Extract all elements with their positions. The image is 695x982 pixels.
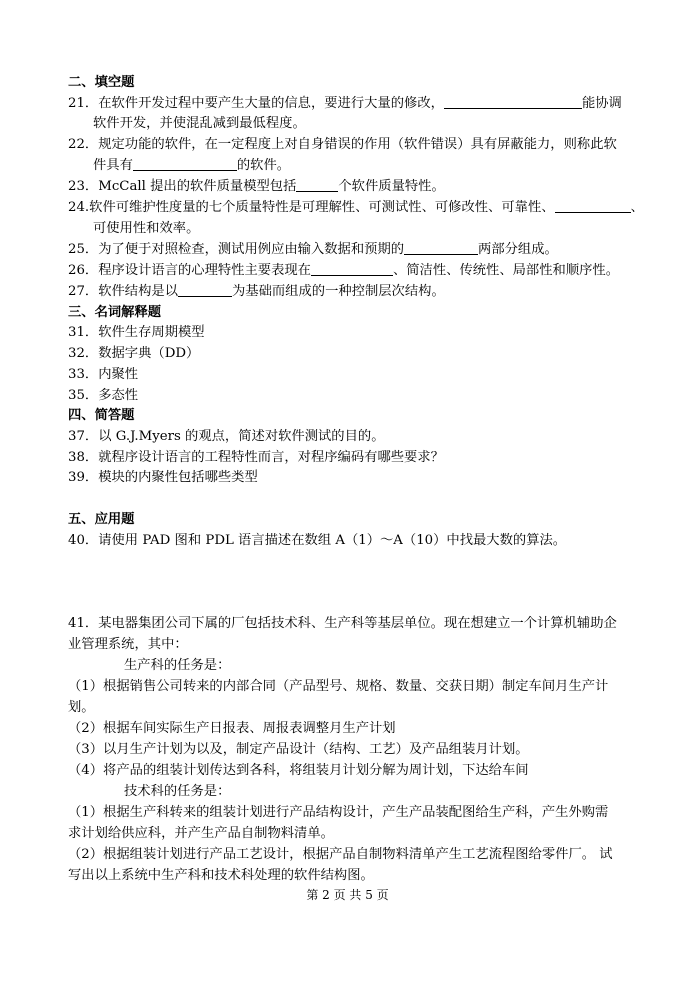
question-41-intro: 41．某电器集团公司下属的厂包括技术科、生产科等基层单位。现在想建立一个计算机辅助企 <box>68 616 617 631</box>
production-task-1-continued: 划。 <box>68 700 95 715</box>
answer-blank[interactable] <box>555 198 631 213</box>
question-21-text: 21．在软件开发过程中要产生大量的信息，要进行大量的修改， <box>68 96 444 111</box>
production-task-1: （1）根据销售公司转来的内部合同（产品型号、规格、数量、交获日期）制定车间月生产计 <box>68 679 609 694</box>
technical-dept-title: 技术科的任务是： <box>124 784 231 799</box>
question-23 <box>68 176 643 197</box>
question-22-text: 件具有 <box>93 158 133 173</box>
answer-blank[interactable] <box>444 94 582 109</box>
question-22: 22．规定功能的软件，在一定程度上对自身错误的作用（软件错误）具有屏蔽能力，则称此软 <box>68 137 617 152</box>
question-37: 37．以 G.J.Myers 的观点，简述对软件测试的目的。 <box>68 429 385 444</box>
question-39: 39．模块的内聚性包括哪些类型 <box>68 470 258 485</box>
technical-task-1-continued: 求计划给供应科，并产生产品自制物料清单。 <box>68 826 334 841</box>
production-task-3: （3）以月生产计划为以及，制定产品设计（结构、工艺）及产品组装月计划。 <box>68 742 529 757</box>
question-26-text: 26．程序设计语言的心理特性主要表现在 <box>68 263 311 278</box>
section-apply-heading: 五、应用题 <box>68 512 135 527</box>
question-35: 35．多态性 <box>68 388 139 403</box>
question-32: 32．数据字典（DD） <box>68 346 200 361</box>
question-26 <box>68 260 643 281</box>
question-22-continued <box>93 155 668 176</box>
question-24-text-end: 、 <box>630 200 644 215</box>
page-footer: 第 2 页 共 5 页 <box>306 888 389 902</box>
question-41-intro-continued: 业管理系统，其中： <box>68 637 188 652</box>
question-27-text-end: 为基础而组成的一种控制层次结构。 <box>232 284 445 299</box>
question-22-text-end: 的软件。 <box>236 158 291 173</box>
answer-blank[interactable] <box>296 177 338 192</box>
production-task-2: （2）根据车间实际生产日报表、周报表调整月生产计划 <box>68 721 396 736</box>
question-25-text: 25．为了便于对照检查，测试用例应由输入数据和预期的 <box>68 242 405 257</box>
production-dept-title: 生产科的任务是： <box>124 658 231 673</box>
question-21 <box>68 93 643 114</box>
question-33: 33．内聚性 <box>68 367 139 382</box>
question-27-text: 27．软件结构是以 <box>68 284 178 299</box>
section-terms-heading: 三、名词解释题 <box>68 305 162 320</box>
question-21-text-end: 能协调 <box>581 96 622 111</box>
question-26-text-end: 、简洁性、传统性、局部性和顺序性。 <box>392 263 620 278</box>
section-fill-heading: 二、填空题 <box>68 75 135 90</box>
production-task-4: （4）将产品的组装计划传达到各科，将组装月计划分解为周计划，下达给车间 <box>68 763 529 778</box>
answer-blank[interactable] <box>133 156 237 171</box>
answer-blank[interactable] <box>311 261 393 276</box>
question-25 <box>68 239 643 260</box>
section-short-heading: 四、简答题 <box>68 408 135 423</box>
question-24-continued: 可使用性和效率。 <box>93 221 200 236</box>
technical-task-2-continued: 写出以上系统中生产科和技术科处理的软件结构图。 <box>68 868 374 883</box>
question-25-text-end: 两部分组成。 <box>478 242 558 257</box>
question-38: 38．就程序设计语言的工程特性而言，对程序编码有哪些要求？ <box>68 450 444 465</box>
technical-task-1: （1）根据生产科转来的组装计划进行产品结构设计，产生产品装配图给生产科，产生外购需 <box>68 805 609 820</box>
answer-blank[interactable] <box>404 240 478 255</box>
question-24-text: 24.软件可维护性度量的七个质量特性是可理解性、可测试性、可修改性、可靠性、 <box>68 200 555 215</box>
question-27 <box>68 281 643 302</box>
question-23-text: 23．McCall 提出的软件质量模型包括 <box>68 179 297 194</box>
question-24 <box>68 197 643 218</box>
answer-blank[interactable] <box>178 282 232 297</box>
question-40: 40．请使用 PAD 图和 PDL 语言描述在数组 A（1）～A（10）中找最大数的算法。 <box>68 533 567 548</box>
question-21-continued: 软件开发，并使混乱减到最低程度。 <box>93 116 306 131</box>
question-23-text-end: 个软件质量特性。 <box>338 179 445 194</box>
technical-task-2: （2）根据组装计划进行产品工艺设计，根据产品自制物料清单产生工艺流程图给零件厂。 试 <box>68 847 613 862</box>
question-31: 31．软件生存周期模型 <box>68 325 205 340</box>
